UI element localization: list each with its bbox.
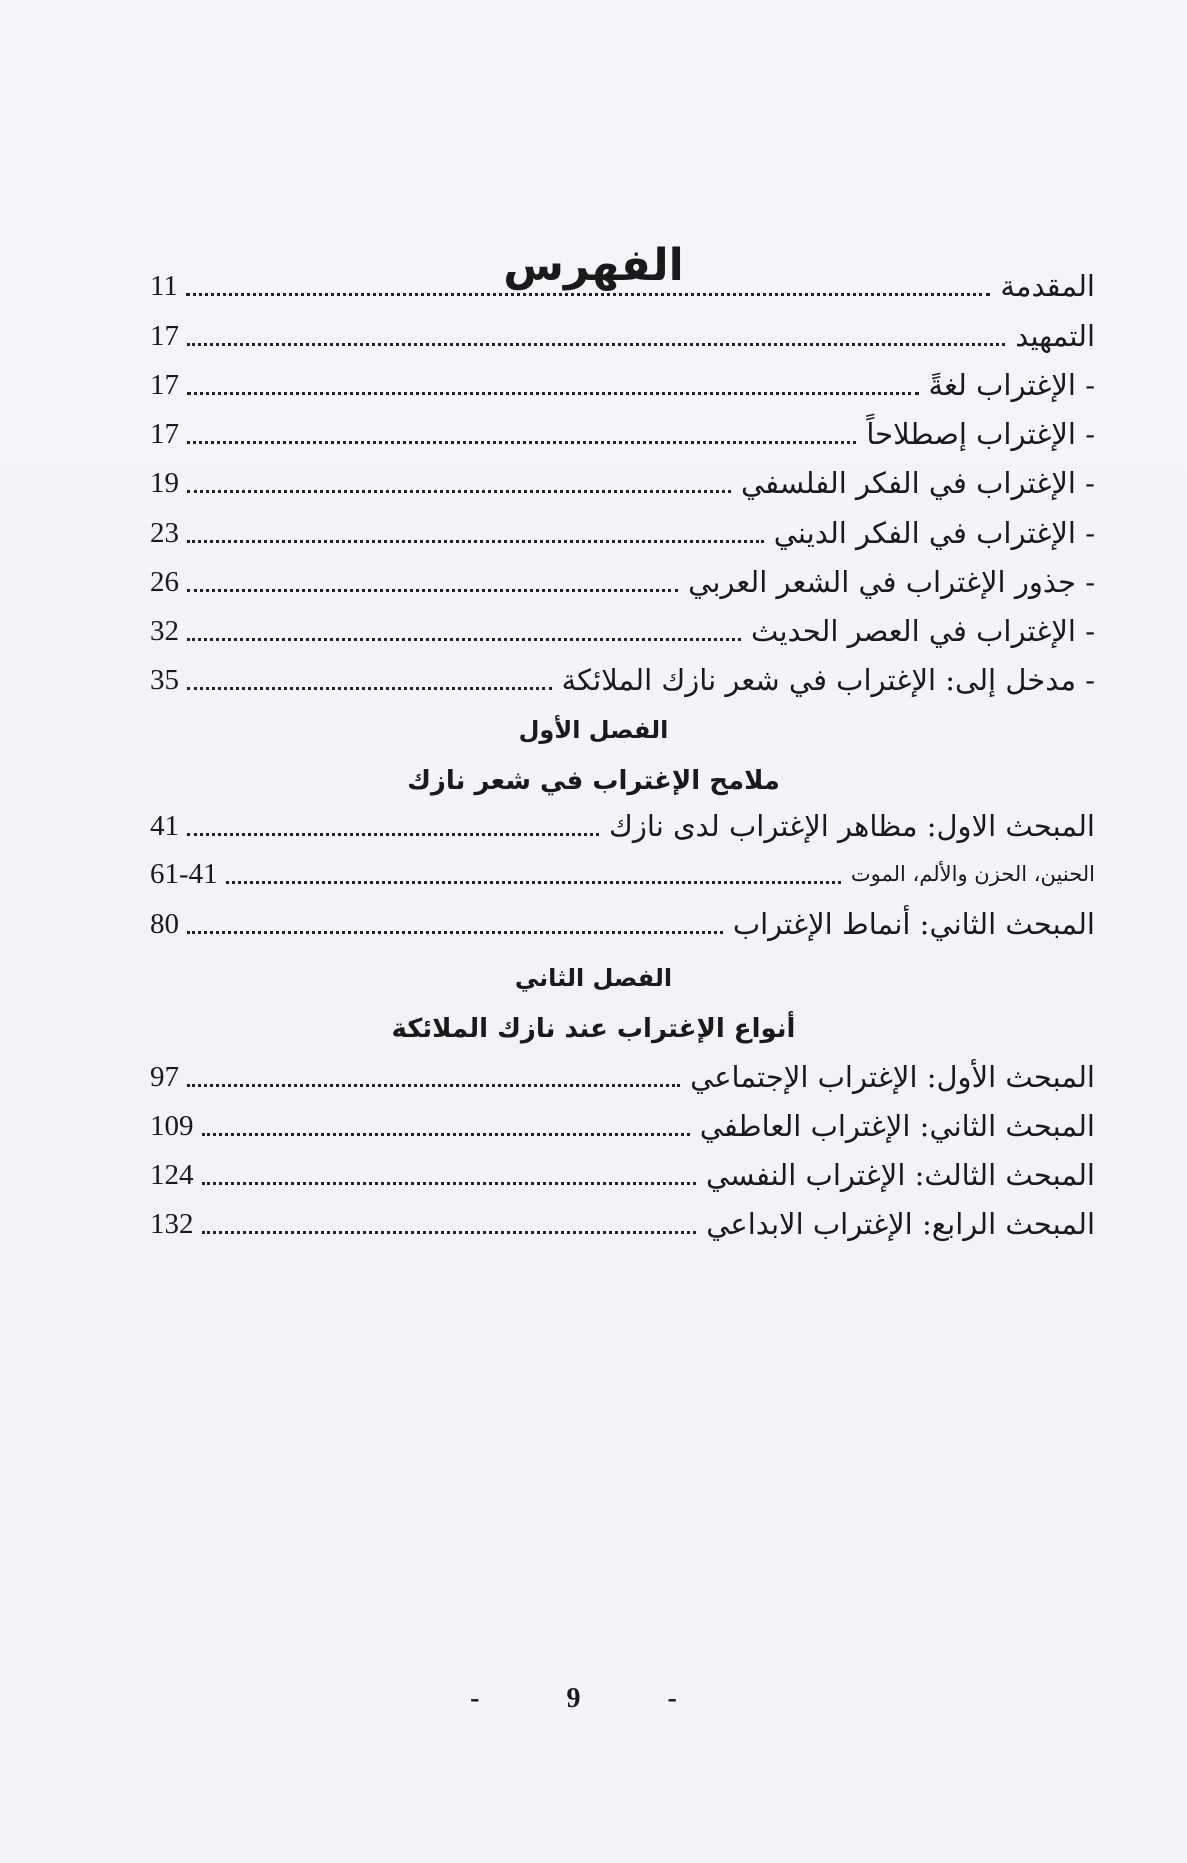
toc-entry-page: 32 <box>150 615 179 647</box>
page-number: - 9 - <box>470 1683 717 1714</box>
toc-entry-page: 80 <box>150 908 179 940</box>
toc-entry-page: 17 <box>150 369 179 401</box>
toc-entry-page: 17 <box>150 418 179 450</box>
toc-entry-label: الحنين، الحزن والألم، الموت <box>850 862 1095 886</box>
toc-entry-page: 132 <box>150 1208 194 1240</box>
toc-entry <box>150 896 1095 944</box>
dot-leader <box>202 1230 697 1234</box>
toc-entry-page: 124 <box>150 1159 194 1191</box>
toc-entry-label: المبحث الثاني: أنماط الإغتراب <box>732 907 1095 941</box>
toc-entry <box>150 258 1095 306</box>
toc-entry <box>150 554 1095 602</box>
toc-entry-label: - الإغتراب في الفكر الديني <box>773 516 1095 550</box>
toc-entry <box>150 1098 1095 1146</box>
toc-entry-label: المبحث الرابع: الإغتراب الابداعي <box>706 1207 1095 1241</box>
toc-entry <box>150 846 1095 894</box>
toc-entry-label: المقدمة <box>1000 269 1095 303</box>
toc-entry-label: المبحث الثالث: الإغتراب النفسي <box>705 1158 1095 1192</box>
chapter-subheading: ملامح الإغتراب في شعر نازك <box>407 766 780 796</box>
toc-entry-page: 11 <box>150 270 178 302</box>
toc-entry <box>150 455 1095 503</box>
dot-leader <box>202 1181 696 1185</box>
dot-leader <box>187 832 599 836</box>
toc-entry-label: - الإغتراب لغةً <box>928 368 1095 402</box>
toc-entry <box>150 406 1095 454</box>
page-title: الفهرس <box>503 240 684 291</box>
toc-entry-label: المبحث الأول: الإغتراب الإجتماعي <box>690 1060 1095 1094</box>
toc-entry-label: التمهيد <box>1015 319 1095 353</box>
toc-entry <box>150 1147 1095 1195</box>
toc-entry <box>150 1196 1095 1244</box>
toc-entry-label: - جذور الإغتراب في الشعر العربي <box>688 565 1095 599</box>
toc-entry-page: 17 <box>150 320 179 352</box>
toc-entry <box>150 798 1095 846</box>
toc-entry <box>150 308 1095 356</box>
toc-entry-label: المبحث الاول: مظاهر الإغتراب لدى نازك <box>608 809 1095 843</box>
dot-leader <box>187 489 731 493</box>
toc-entry-page: 109 <box>150 1110 194 1142</box>
dot-leader <box>187 930 723 934</box>
dot-leader <box>187 1083 680 1087</box>
dot-leader <box>202 1132 690 1136</box>
dot-leader <box>226 880 841 884</box>
toc-entry-page: 26 <box>150 566 179 598</box>
toc-entry-page: 41 <box>150 810 179 842</box>
toc-entry-label: - الإغتراب في العصر الحديث <box>751 614 1095 648</box>
chapter-heading: الفصل الثاني <box>514 964 673 992</box>
toc-entry-page: 97 <box>150 1061 179 1093</box>
dot-leader <box>186 292 990 296</box>
toc-entry <box>150 505 1095 553</box>
chapter-subheading: أنواع الإغتراب عند نازك الملائكة <box>391 1014 796 1044</box>
toc-entry <box>150 652 1095 700</box>
toc-entry-page: 35 <box>150 664 179 696</box>
toc-entry-label: - مدخل إلى: الإغتراب في شعر نازك الملائكة <box>561 663 1095 697</box>
dot-leader <box>187 440 856 444</box>
toc-entry <box>150 603 1095 651</box>
toc-entry-page: 19 <box>150 467 179 499</box>
toc-entry-label: - الإغتراب في الفكر الفلسفي <box>740 466 1095 500</box>
dot-leader <box>187 342 1005 346</box>
toc-entry <box>150 357 1095 405</box>
toc-entry-page: 61-41 <box>150 858 218 890</box>
dot-leader <box>187 539 764 543</box>
dot-leader <box>187 391 919 395</box>
dot-leader <box>187 637 741 641</box>
chapter-heading: الفصل الأول <box>518 716 669 744</box>
toc-entry-label: - الإغتراب إصطلاحاً <box>866 417 1095 451</box>
dot-leader <box>187 588 678 592</box>
toc-entry-page: 23 <box>150 517 179 549</box>
toc-entry <box>150 1049 1095 1097</box>
toc-entry-label: المبحث الثاني: الإغتراب العاطفي <box>699 1109 1095 1143</box>
dot-leader <box>187 686 552 690</box>
